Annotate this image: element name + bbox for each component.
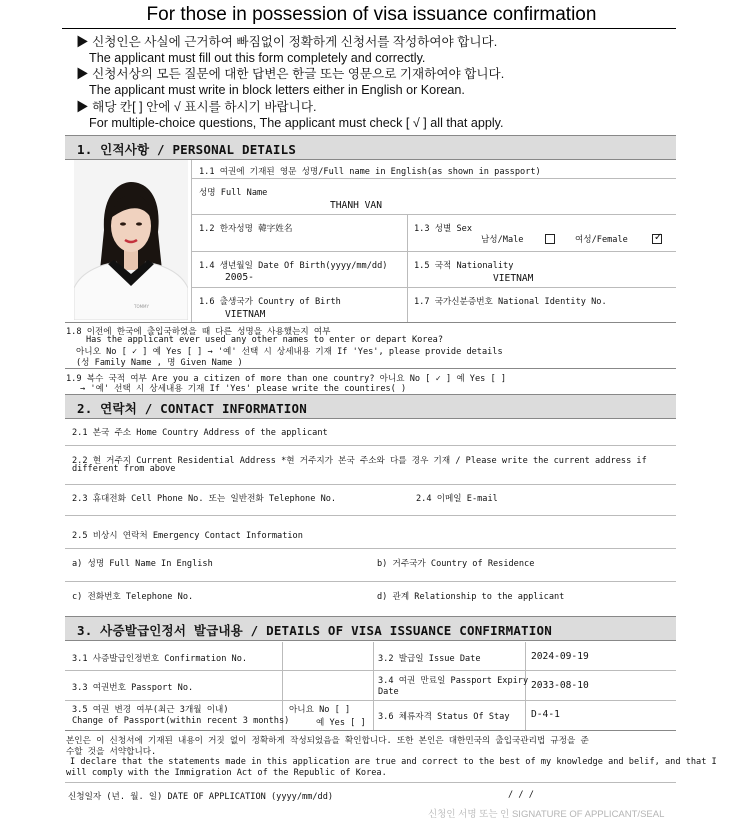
passport-change-yes-option[interactable]: 예 Yes [ ] [316,718,366,728]
section-visa-header [65,616,676,641]
field-2-2-line2: different from above [72,464,176,474]
grid-line [525,642,526,730]
field-1-4-label: 1.4 생년월일 Date Of Birth(yyyy/mm/dd) [199,261,388,271]
grid-line [407,214,408,322]
grid-line [65,700,676,701]
field-3-5-line1: 3.5 여권 변경 여부(최근 3개월 이내) [72,705,229,715]
instruction-2-ko: ▶ 신청서상의 모든 질문에 대한 답변은 한글 또는 영문으로 기재하여야 합니다. [76,67,505,81]
field-2-2-line1: 2.2 현 거주지 Current Residential Address *현 거주지가 본국 주소와 다를 경우 기재 / Please write the current address if [72,456,647,466]
applicant-photo [74,160,188,320]
field-emergency-country-label: b) 거주국가 Country of Residence [377,559,535,569]
svg-text:TOMMY: TOMMY [134,304,149,309]
application-date-field[interactable]: / / / [508,790,534,800]
grid-line [191,214,676,215]
declaration-ko-line1: 본인은 이 신청서에 기재된 내용이 거짓 없이 정확하게 작성되었음을 확인합니다. 또한 본인은 대한민국의 출입국관리법 규정을 준 [66,736,589,746]
grid-line [65,730,676,731]
field-1-9-line2[interactable]: → '예' 선택 시 상세내용 기재 If 'Yes' please write the countires( ) [80,384,407,394]
section-personal-title: 1. 인적사항 / PERSONAL DETAILS [77,142,297,157]
sex-male-label: 남성/Male [481,235,524,245]
field-1-3-label: 1.3 성별 Sex [414,224,472,234]
passport-expiry-value[interactable]: 2033-08-10 [531,680,589,691]
declaration-en-line2: will comply with the Immigration Act of the Republic of Korea. [66,768,387,778]
field-3-1-label: 3.1 사증발급인정번호 Confirmation No. [72,654,248,664]
field-3-4-line2: Date [378,687,399,697]
field-1-5-label: 1.5 국적 Nationality [414,261,514,271]
instruction-1-en: The applicant must fill out this form completely and correctly. [89,51,426,65]
instruction-3-ko: ▶ 해당 칸[ ] 안에 √ 표시를 하시기 바랍니다. [76,100,317,114]
section-contact-header [65,394,676,419]
grid-line [65,515,676,516]
grid-line [191,178,676,179]
grid-line [65,445,676,446]
section-visa-title: 3. 사증발급인정서 발급내용 / DETAILS OF VISA ISSUANCE CONFIRMATION [77,623,552,638]
title-underline [62,28,676,29]
grid-line [373,642,374,730]
field-3-6-label: 3.6 체류자격 Status Of Stay [378,712,510,722]
passport-change-no-option[interactable]: 아니요 No [ ] [289,705,351,715]
check-mark-icon: ✓ [654,232,663,243]
declaration-ko-line2: 수할 것을 서약합니다. [66,747,157,757]
form-title: For those in possession of visa issuance confirmation [146,4,597,25]
field-2-1-label: 2.1 본국 주소 Home Country Address of the applicant [72,428,328,438]
field-1-7-label: 1.7 국가신분증번호 National Identity No. [414,297,607,307]
grid-line [65,548,676,549]
field-emergency-relationship-label: d) 관계 Relationship to the applicant [377,592,565,602]
grid-line [191,160,192,322]
applicant-photo-image [74,160,188,320]
signature-label[interactable]: 신청인 서명 또는 인 SIGNATURE OF APPLICANT/SEAL [428,809,665,820]
grid-line [65,670,676,671]
field-3-2-label: 3.2 발급일 Issue Date [378,654,481,664]
field-3-5-line2: Change of Passport(within recent 3 months) [72,716,290,726]
grid-line [191,251,676,252]
instruction-3-en: For multiple-choice questions, The applicant must check [ √ ] all that apply. [89,116,504,130]
grid-line [65,322,676,323]
field-3-3-label: 3.3 여권번호 Passport No. [72,683,194,693]
grid-line [65,368,676,369]
field-1-8-line3[interactable]: 아니오 No [ ✓ ] 예 Yes [ ] → '예' 선택 시 상세내용 기재 If 'Yes', please provide details [76,347,503,357]
field-3-4-line1: 3.4 여권 만료일 Passport Expiry [378,676,529,686]
grid-line [65,484,676,485]
field-1-8-line1: 1.8 이전에 한국에 출입국하였을 때 다른 성명을 사용했는지 여부 [66,327,331,337]
nationality-value[interactable]: VIETNAM [493,273,534,284]
field-1-6-label: 1.6 출생국가 Country of Birth [199,297,341,307]
declaration-en-line1: I declare that the statements made in this application are true and correct to the best of my knowledge and belif, and that I [70,757,717,767]
sex-male-checkbox[interactable] [545,234,555,244]
grid-line [65,581,676,582]
instruction-3 [76,99,696,131]
instruction-1 [76,34,696,66]
status-of-stay-value[interactable]: D-4-1 [531,709,560,720]
grid-line [191,287,676,288]
field-2-3-label: 2.3 휴대전화 Cell Phone No. 또는 일반전화 Telephone No. [72,494,337,504]
field-1-8-line2: Has the applicant ever used any other names to enter or depart Korea? [86,335,443,345]
field-1-9-line1[interactable]: 1.9 복수 국적 여부 Are you a citizen of more than one country? 아니요 No [ ✓ ] 예 Yes [ ] [66,374,507,384]
sex-female-checkbox[interactable] [652,234,662,244]
full-name-value[interactable]: THANH VAN [330,200,382,211]
field-2-4-label: 2.4 이메일 E-mail [416,494,498,504]
issue-date-value[interactable]: 2024-09-19 [531,651,589,662]
country-of-birth-value[interactable]: VIETNAM [225,309,266,320]
section-contact-title: 2. 연락처 / CONTACT INFORMATION [77,401,307,416]
field-1-1-label: 1.1 여권에 기재된 영문 성명/Full name in English(as shown in passport) [199,167,541,177]
instruction-2 [76,66,696,98]
field-2-5-label: 2.5 비상시 연락처 Emergency Contact Information [72,531,303,541]
field-1-2-label: 1.2 한자성명 韓字姓名 [199,224,293,234]
instruction-2-en: The applicant must write in block letters either in English or Korean. [89,83,465,97]
section-personal-header [65,135,676,160]
instruction-1-ko: ▶ 신청인은 사실에 근거하여 빠짐없이 정확하게 신청서를 작성하여야 합니다. [76,35,498,49]
sex-female-label: 여성/Female [575,235,628,245]
grid-line [65,782,676,783]
field-full-name-label: 성명 Full Name [199,188,268,198]
field-emergency-name-label: a) 성명 Full Name In English [72,559,213,569]
field-emergency-phone-label: c) 전화번호 Telephone No. [72,592,194,602]
field-1-8-line4[interactable]: (성 Family Name , 명 Given Name ) [76,358,243,368]
date-of-birth-value[interactable]: 2005- [225,272,254,283]
application-date-label: 신청일자 (년. 월. 일) DATE OF APPLICATION (yyyy/mm/dd) [68,792,334,802]
